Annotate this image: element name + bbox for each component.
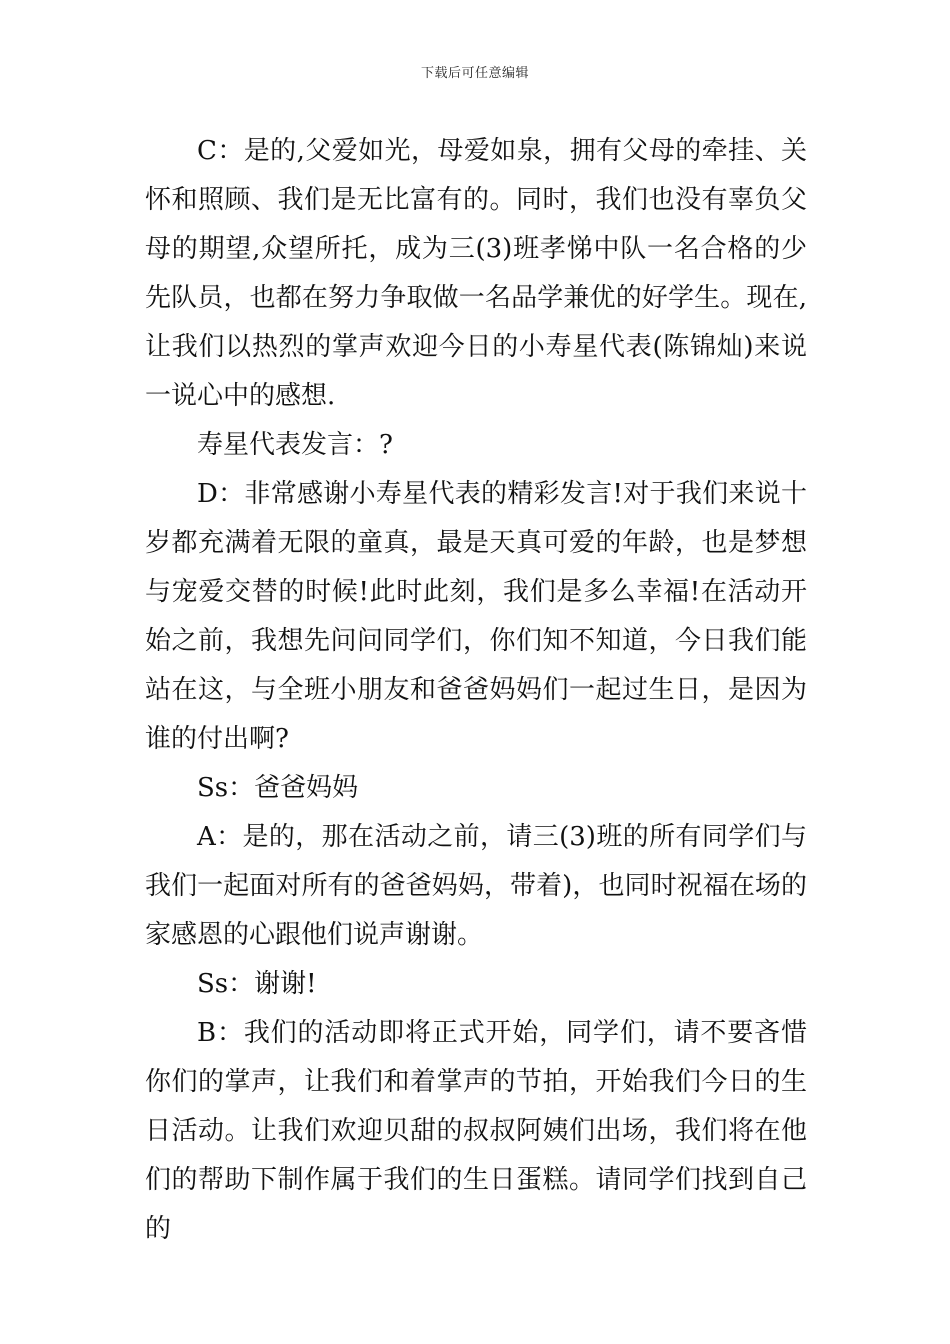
- paragraph-c-speech: C：是的,父爱如光，母爱如泉，拥有父母的牵挂、关怀和照顾、我们是无比富有的。同时，我们也没有辜负父母的期望,众望所托，成为三(3)班孝悌中队一名合格的少先队员，也都在努力争取做一名品学兼优的好学生。现在,让我们以热烈的掌声欢迎今日的小寿星代表(陈锦灿)来说一说心中的感想.: [145, 136, 807, 411]
- paragraph-ss-thanks: Ss：谢谢!: [197, 969, 317, 999]
- paragraph-b-speech: B：我们的活动即将正式开始，同学们，请不要吝惜你们的掌声，让我们和着掌声的节拍，开始我们今日的生日活动。让我们欢迎贝甜的叔叔阿姨们出场，我们将在他们的帮助下制作属于我们的生日蛋糕。请同学们找到自己的: [145, 1018, 807, 1244]
- paragraph-d-speech: D：非常感谢小寿星代表的精彩发言!对于我们来说十岁都充满着无限的童真，最是天真可爱的年龄，也是梦想与宠爱交替的时候!此时此刻，我们是多么幸福!在活动开始之前，我想先问问同学们，你们知不知道，今日我们能站在这，与全班小朋友和爸爸妈妈们一起过生日，是因为谁的付出啊?: [145, 479, 807, 754]
- paragraph-a-speech: A：是的，那在活动之前，请三(3)班的所有同学们与我们一起面对所有的爸爸妈妈，带着)，也同时祝福在场的家感恩的心跟他们说声谢谢。: [145, 822, 807, 950]
- header-note: 下载后可任意编辑: [420, 66, 529, 81]
- document-body: [145, 127, 807, 1254]
- paragraph-birthday-representative: 寿星代表发言：?: [197, 430, 393, 460]
- paragraph-ss-parents: Ss：爸爸妈妈: [197, 773, 359, 803]
